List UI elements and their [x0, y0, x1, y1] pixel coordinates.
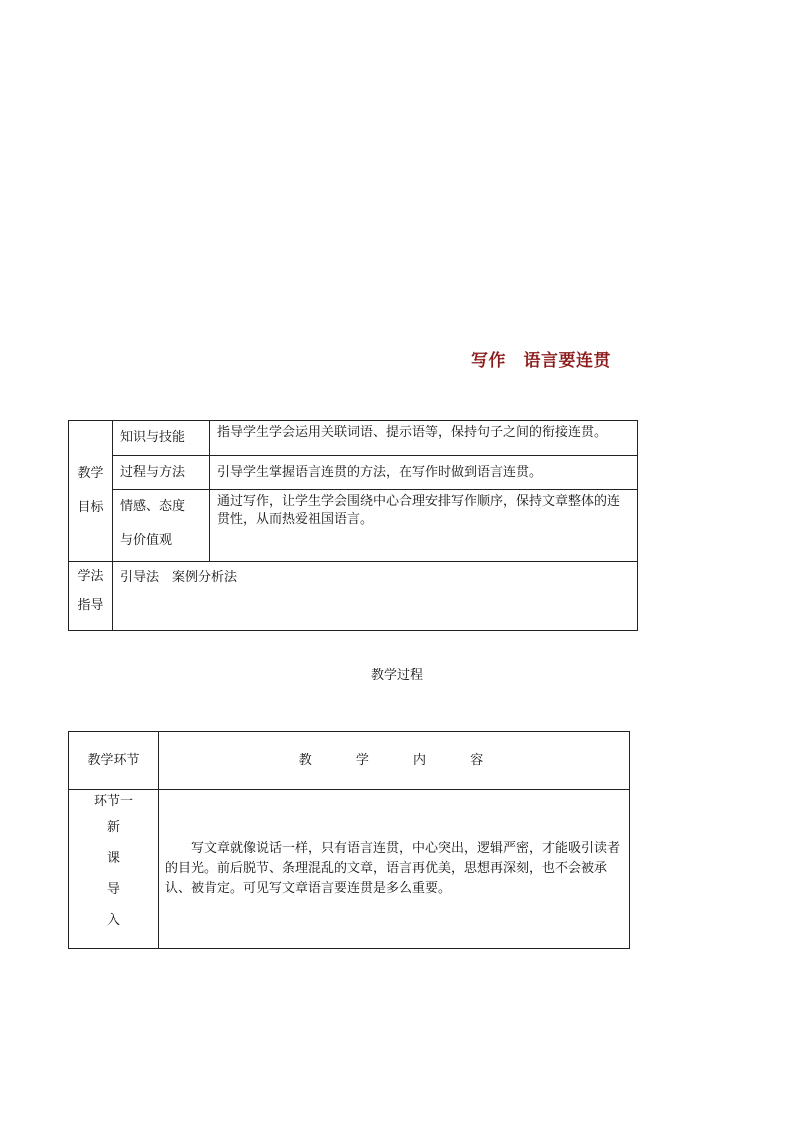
method-label-line: 学法: [77, 569, 104, 584]
emotion-attitude-label: [113, 490, 210, 562]
learning-method-content: 引导法 案例分析法: [113, 562, 638, 631]
row-label-text: 与价值观: [120, 533, 173, 548]
method-label-line: 指导: [77, 598, 104, 613]
stage-line: 新: [106, 820, 120, 835]
document-title: 写作 语言要连贯: [471, 351, 611, 371]
stage-line: 课: [106, 851, 120, 866]
teaching-process-table: [68, 731, 630, 949]
row-label-text: 过程与方法: [120, 465, 186, 480]
row-label-text: 情感、态度: [120, 499, 186, 514]
process-methods-content: 引导学生掌握语言连贯的方法，在写作时做到语言连贯。: [210, 456, 638, 490]
header-stage: 教学环节: [69, 732, 159, 790]
learning-method-label: [69, 562, 113, 631]
process-methods-label: [113, 456, 210, 490]
stage-label: [69, 790, 159, 949]
objectives-group-label-line: 目标: [77, 500, 104, 515]
knowledge-skills-label: [113, 421, 210, 456]
header-content: 教 学 内 容: [159, 732, 630, 790]
row-label-text: 知识与技能: [120, 430, 186, 445]
emotion-attitude-content: 通过写作，让学生学会围绕中心合理安排写作顺序，保持文章整体的连贯性，从而热爱祖国语言。: [210, 490, 638, 562]
teaching-objectives-table: [68, 420, 638, 631]
stage-line: 入: [106, 913, 120, 928]
objectives-group-label: [69, 421, 113, 562]
objectives-group-label-line: 教学: [77, 466, 104, 481]
process-title: 教学过程: [370, 668, 423, 683]
knowledge-skills-content: 指导学生学会运用关联词语、提示语等，保持句子之间的衔接连贯。: [210, 421, 638, 456]
stage-line: 环节一: [93, 794, 133, 809]
stage-content: 写文章就像说话一样，只有语言连贯，中心突出，逻辑严密，才能吸引读者的目光。前后脱节、条理混乱的文章，语言再优美，思想再深刻，也不会被承认、被肯定。可见写文章语言要连贯是多么重要。: [159, 790, 630, 949]
stage-line: 导: [106, 882, 120, 897]
